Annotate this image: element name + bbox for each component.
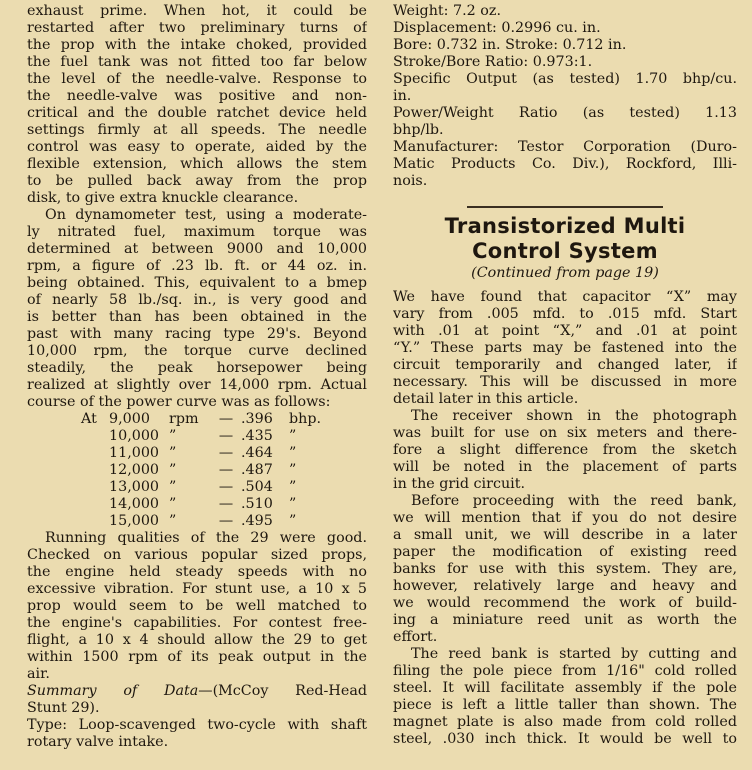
text-line: to be pulled back away from the prop xyxy=(27,173,367,189)
text-line: bhp/lb. xyxy=(393,122,444,138)
text-line: On dynamometer test, using a moderate- xyxy=(45,207,367,223)
spec-specific-output: Specific Output (as tested) 1.70 bhp/cu. xyxy=(393,71,737,87)
table-row xyxy=(81,462,367,479)
spec-power-weight: Power/Weight Ratio (as tested) 1.13 xyxy=(393,105,737,121)
text-line: steel, .030 inch thick. It would be well to xyxy=(393,731,737,747)
text-line: vary from .005 mfd. to .015 mfd. Start xyxy=(393,306,737,322)
rpm-value: 13,000 xyxy=(109,479,160,495)
rpm-value: 10,000 xyxy=(109,428,160,444)
bhp-unit: ” xyxy=(289,428,297,444)
bhp-unit: bhp. xyxy=(289,411,322,427)
text-line: within 1500 rpm of its peak output in the xyxy=(27,649,367,665)
text-line: piece is left a little taller than shown. The xyxy=(393,697,737,713)
bhp-unit: ” xyxy=(289,445,297,461)
table-row xyxy=(81,479,367,496)
bhp-unit: ” xyxy=(289,513,297,529)
text-line: is better than has been obtained in the xyxy=(27,309,367,325)
text-line: Type: Loop-scavenged two-cycle with shaft xyxy=(27,717,367,733)
text-line: the prop with the intake choked, provided xyxy=(27,37,367,53)
bhp-value: .510 xyxy=(241,496,273,512)
text-line: The receiver shown in the photograph xyxy=(411,408,737,424)
rpm-unit: ” xyxy=(169,496,177,512)
table-row xyxy=(81,513,367,530)
dash: — xyxy=(218,462,234,478)
text-line: nois. xyxy=(393,173,428,189)
continued-note: (Continued from page 19) xyxy=(471,265,659,281)
rpm-value: 11,000 xyxy=(109,445,160,461)
headline-line: Transistorized Multi xyxy=(444,214,686,238)
text-line: circuit temporarily and changed later, if xyxy=(393,357,737,373)
dash: — xyxy=(218,496,234,512)
text-line: filing the pole piece from 1/16" cold rolled xyxy=(393,663,737,679)
bhp-value: .504 xyxy=(241,479,273,495)
rpm-unit: ” xyxy=(169,513,177,529)
bhp-value: .487 xyxy=(241,462,273,478)
text-line: was built for use on six meters and there- xyxy=(393,425,737,441)
text-line: being obtained. This, equivalent to a bmep xyxy=(27,275,367,291)
text-line: we will mention that if you do not desire xyxy=(393,510,737,526)
text-line: however, relatively large and heavy and xyxy=(393,578,737,594)
text-line: 10,000 rpm, the torque curve declined xyxy=(27,343,367,359)
section-divider xyxy=(467,206,663,208)
text-line: with .01 at point “X,” and .01 at point xyxy=(393,323,737,339)
text-line: steel. It will facilitate assembly if the pole xyxy=(393,680,737,696)
right-column xyxy=(393,3,737,748)
dash: — xyxy=(218,428,234,444)
text-line: steadily, the peak horsepower being xyxy=(27,360,367,376)
spec-manufacturer: Manufacturer: Testor Corporation (Duro- xyxy=(393,139,737,155)
summary-subject: —(McCoy Red-Head xyxy=(198,683,367,699)
left-column xyxy=(27,3,367,751)
spec-weight: Weight: 7.2 oz. xyxy=(393,3,501,19)
summary-of-data xyxy=(27,683,367,751)
text-line: excessive vibration. For stunt use, a 10 x 5 xyxy=(27,581,367,597)
text-line: determined at between 9000 and 10,000 xyxy=(27,241,367,257)
text-line: paper the modification of existing reed xyxy=(393,544,737,560)
spec-stroke-bore-ratio: Stroke/Bore Ratio: 0.973:1. xyxy=(393,54,593,70)
text-line: prop would seem to be well matched to xyxy=(27,598,367,614)
text-line: critical and the double ratchet device held xyxy=(27,105,367,121)
bhp-value: .464 xyxy=(241,445,273,461)
bhp-unit: ” xyxy=(289,462,297,478)
spec-bore-stroke: Bore: 0.732 in. Stroke: 0.712 in. xyxy=(393,37,627,53)
bhp-unit: ” xyxy=(289,479,297,495)
table-prefix: At xyxy=(81,411,97,427)
rpm-value: 12,000 xyxy=(109,462,160,478)
headline-line: Control System xyxy=(472,239,658,263)
power-curve-table xyxy=(81,411,367,530)
text-line: the needle-valve was positive and non- xyxy=(27,88,367,104)
bhp-value: .495 xyxy=(241,513,273,529)
dash: — xyxy=(218,411,234,427)
text-line: Stunt 29). xyxy=(27,700,100,716)
text-line: of nearly 58 lb./sq. in., is very good and xyxy=(27,292,367,308)
rpm-unit: ” xyxy=(169,445,177,461)
text-line: disk, to give extra knuckle clearance. xyxy=(27,190,299,206)
table-row xyxy=(81,445,367,462)
text-line: the fuel tank was not fitted too far below xyxy=(27,54,367,70)
text-line: air. xyxy=(27,666,50,682)
text-line: flight, a 10 x 4 should allow the 29 to get xyxy=(27,632,367,648)
bhp-value: .435 xyxy=(241,428,273,444)
article-paragraph-reed-bank xyxy=(393,493,737,646)
rpm-unit: rpm xyxy=(169,411,199,427)
text-line: past with many racing type 29's. Beyond xyxy=(27,326,367,342)
table-row xyxy=(81,496,367,513)
text-line: the level of the needle-valve. Response to xyxy=(27,71,367,87)
bhp-unit: ” xyxy=(289,496,297,512)
text-line: banks for use with this system. They are, xyxy=(393,561,737,577)
text-line: a small unit, we will describe in a later xyxy=(393,527,737,543)
article-headline xyxy=(393,214,737,264)
text-line: realized at slightly over 14,000 rpm. Actual xyxy=(27,377,367,393)
rpm-value: 15,000 xyxy=(109,513,160,529)
summary-label: Summary of Data xyxy=(27,683,199,699)
table-row xyxy=(81,428,367,445)
table-row xyxy=(81,411,367,428)
paragraph-running-qualities xyxy=(27,530,367,683)
dash: — xyxy=(218,479,234,495)
bhp-value: .396 xyxy=(241,411,273,427)
article-paragraph-pole-piece xyxy=(393,646,737,748)
summary-heading xyxy=(27,683,367,700)
text-line: course of the power curve was as follows: xyxy=(27,394,331,410)
article-paragraph-capacitor xyxy=(393,289,737,408)
rpm-unit: ” xyxy=(169,428,177,444)
paragraph-engine-starting xyxy=(27,3,367,207)
text-line: Before proceeding with the reed bank, xyxy=(411,493,737,509)
text-line: The reed bank is started by cutting and xyxy=(411,646,737,662)
text-line: rotary valve intake. xyxy=(27,734,169,750)
text-line: necessary. This will be discussed in more xyxy=(393,374,737,390)
text-line: in the grid circuit. xyxy=(393,476,526,492)
dash: — xyxy=(218,445,234,461)
text-line: settings firmly at all speeds. The needle xyxy=(27,122,367,138)
rpm-unit: ” xyxy=(169,479,177,495)
rpm-value: 14,000 xyxy=(109,496,160,512)
text-line: control was easy to operate, aided by the xyxy=(27,139,367,155)
text-line: will be noted in the placement of parts xyxy=(393,459,737,475)
text-line: Checked on various popular sized props, xyxy=(27,547,367,563)
dash: — xyxy=(218,513,234,529)
text-line: rpm, a figure of .23 lb. ft. or 44 oz. in. xyxy=(27,258,367,274)
text-line: fore a slight difference from the sketch xyxy=(393,442,737,458)
text-line: “Y.” These parts may be fastened into the xyxy=(393,340,737,356)
article-paragraph-receiver xyxy=(393,408,737,493)
text-line: the engine's capabilities. For contest free- xyxy=(27,615,367,631)
text-line: the engine held steady speeds with no xyxy=(27,564,367,580)
text-line: flexible extension, which allows the stem xyxy=(27,156,367,172)
spec-displacement: Displacement: 0.2996 cu. in. xyxy=(393,20,601,36)
text-line: restarted after two preliminary turns of xyxy=(27,20,367,36)
rpm-unit: ” xyxy=(169,462,177,478)
text-line: we would recommend the work of build- xyxy=(393,595,737,611)
rpm-value: 9,000 xyxy=(109,411,150,427)
text-line: ly nitrated fuel, maximum torque was xyxy=(27,224,367,240)
text-line: ing a miniature reed unit as worth the xyxy=(393,612,737,628)
engine-specs xyxy=(393,3,737,190)
text-line: in. xyxy=(393,88,412,104)
text-line: magnet plate is also made from cold rolled xyxy=(393,714,737,730)
paragraph-dynamometer-test xyxy=(27,207,367,411)
text-line: detail later in this article. xyxy=(393,391,579,407)
text-line: We have found that capacitor “X” may xyxy=(393,289,737,305)
text-line: effort. xyxy=(393,629,438,645)
text-line: Running qualities of the 29 were good. xyxy=(45,530,367,546)
text-line: exhaust prime. When hot, it could be xyxy=(27,3,367,19)
text-line: Matic Products Co. Div.), Rockford, Illi- xyxy=(393,156,737,172)
